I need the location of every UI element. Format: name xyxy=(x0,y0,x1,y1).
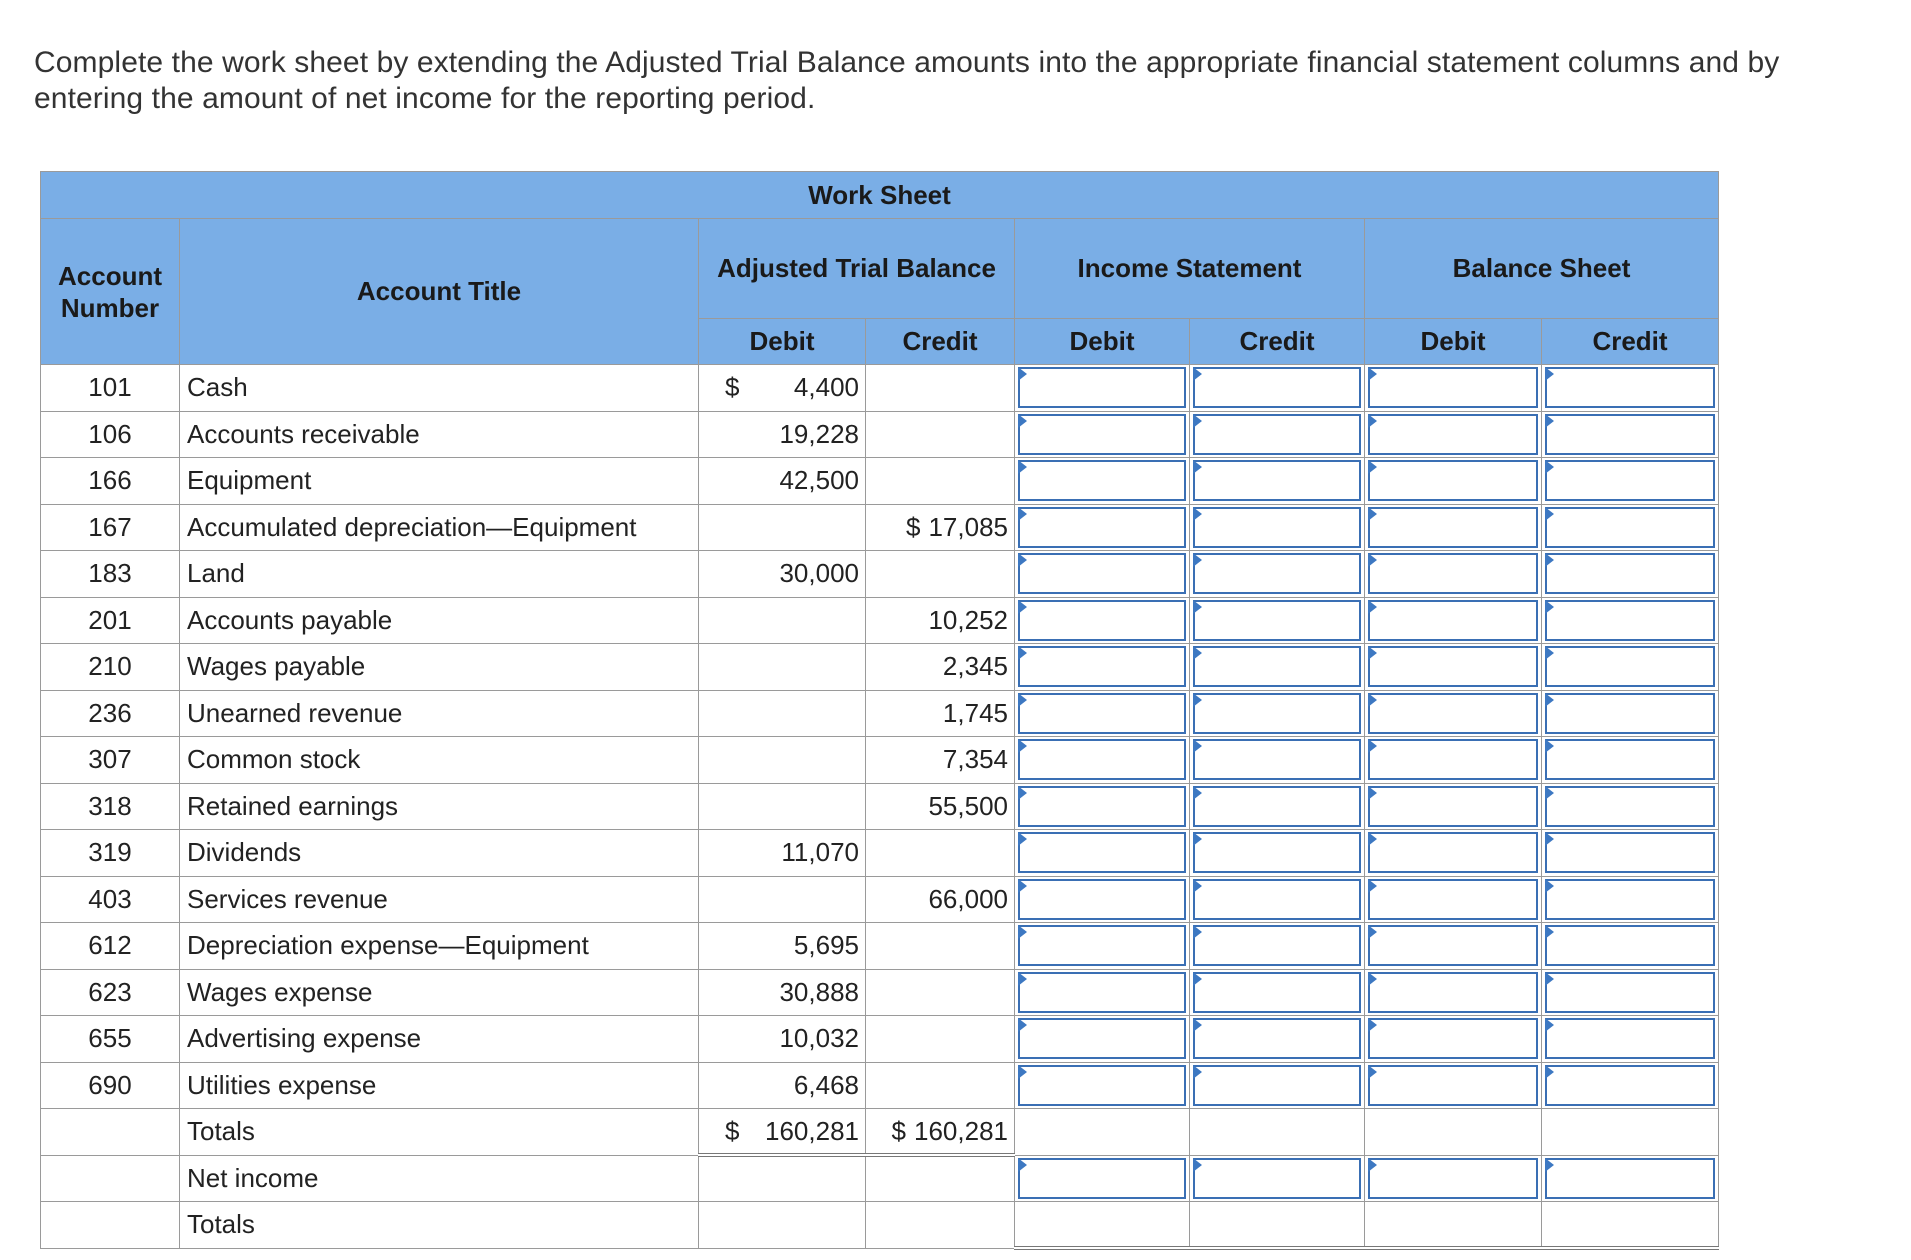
worksheet-title: Work Sheet xyxy=(41,172,1719,219)
account-title: Depreciation expense—Equipment xyxy=(180,923,699,970)
atb-credit-cell xyxy=(866,969,1015,1016)
income-statement-header: Income Statement xyxy=(1015,219,1365,319)
is-debit-input[interactable] xyxy=(1018,972,1186,1013)
account-number: 183 xyxy=(41,551,180,598)
bs-credit-input[interactable] xyxy=(1545,972,1715,1013)
atb-credit-cell xyxy=(866,830,1015,877)
bs-credit-input[interactable] xyxy=(1545,925,1715,966)
atb-credit-header: Credit xyxy=(866,319,1015,365)
dollar-sign: $ xyxy=(891,1115,907,1146)
bs-debit-input[interactable] xyxy=(1368,507,1538,548)
account-row xyxy=(41,458,1719,505)
bs-debit-cell xyxy=(1365,1155,1542,1202)
bs-debit-cell xyxy=(1365,969,1542,1016)
account-number: 612 xyxy=(41,923,180,970)
bs-debit-input[interactable] xyxy=(1368,925,1538,966)
is-credit-header: Credit xyxy=(1190,319,1365,365)
atb-credit-value: 1,745 xyxy=(942,697,1008,728)
atb-credit-cell xyxy=(866,737,1015,784)
is-debit-cell xyxy=(1015,597,1190,644)
bs-debit-input[interactable] xyxy=(1368,460,1538,501)
is-debit-input[interactable] xyxy=(1018,1065,1186,1106)
atb-debit-value: 4,400 xyxy=(793,372,859,403)
atb-debit-value: 6,468 xyxy=(793,1069,859,1100)
dollar-sign: $ xyxy=(725,372,740,403)
account-row xyxy=(41,597,1719,644)
bs-debit-cell xyxy=(1365,365,1542,412)
bs-debit-input[interactable] xyxy=(1368,646,1538,687)
account-number: 307 xyxy=(41,737,180,784)
account-title: Equipment xyxy=(180,458,699,505)
bs-debit-total xyxy=(1365,1109,1542,1156)
bs-debit-cell xyxy=(1365,644,1542,691)
is-debit-input[interactable] xyxy=(1018,739,1186,780)
is-credit-cell xyxy=(1190,644,1365,691)
bs-credit-cell xyxy=(1542,551,1719,598)
bs-credit-cell xyxy=(1542,783,1719,830)
bs-credit-cell xyxy=(1542,644,1719,691)
bs-debit-input[interactable] xyxy=(1368,693,1538,734)
net-income-is-debit-input[interactable] xyxy=(1018,1158,1186,1199)
is-debit-cell xyxy=(1015,1062,1190,1109)
atb-debit-value: 30,888 xyxy=(779,976,859,1007)
atb-debit-cell xyxy=(699,597,866,644)
atb-debit-cell xyxy=(699,411,866,458)
is-credit-cell xyxy=(1190,923,1365,970)
account-row xyxy=(41,504,1719,551)
is-credit-cell xyxy=(1190,783,1365,830)
atb-credit-cell xyxy=(866,690,1015,737)
bs-credit-cell xyxy=(1542,1155,1719,1202)
account-row xyxy=(41,783,1719,830)
bs-credit-input[interactable] xyxy=(1545,414,1715,455)
is-debit-input[interactable] xyxy=(1018,925,1186,966)
is-debit-input[interactable] xyxy=(1018,553,1186,594)
totals-label: Totals xyxy=(180,1109,699,1156)
bs-debit-cell xyxy=(1365,1062,1542,1109)
bs-debit-input[interactable] xyxy=(1368,832,1538,873)
account-number: 201 xyxy=(41,597,180,644)
is-debit-cell xyxy=(1015,644,1190,691)
atb-credit-total xyxy=(866,1109,1015,1156)
bs-credit-input[interactable] xyxy=(1545,1065,1715,1106)
is-credit-input[interactable] xyxy=(1193,832,1361,873)
bs-debit-final-total xyxy=(1365,1202,1542,1249)
atb-debit-cell xyxy=(699,690,866,737)
atb-debit-cell xyxy=(699,1062,866,1109)
is-credit-cell xyxy=(1190,737,1365,784)
atb-debit-cell xyxy=(699,458,866,505)
account-row xyxy=(41,1016,1719,1063)
is-debit-cell xyxy=(1015,504,1190,551)
net-income-is-credit-input[interactable] xyxy=(1193,1158,1361,1199)
is-credit-cell xyxy=(1190,1155,1365,1202)
account-number: 101 xyxy=(41,365,180,412)
is-debit-cell xyxy=(1015,458,1190,505)
account-title: Dividends xyxy=(180,830,699,877)
is-debit-input[interactable] xyxy=(1018,1018,1186,1059)
is-credit-input[interactable] xyxy=(1193,553,1361,594)
is-credit-input[interactable] xyxy=(1193,879,1361,920)
account-number: 318 xyxy=(41,783,180,830)
account-title: Services revenue xyxy=(180,876,699,923)
atb-debit-value: 30,000 xyxy=(779,558,859,589)
atb-credit-value: 2,345 xyxy=(942,651,1008,682)
is-debit-input[interactable] xyxy=(1018,600,1186,641)
atb-credit-value: 10,252 xyxy=(928,604,1008,635)
atb-debit-value: 5,695 xyxy=(793,930,859,961)
is-debit-cell xyxy=(1015,737,1190,784)
account-number: 236 xyxy=(41,690,180,737)
account-number-cell xyxy=(41,1155,180,1202)
account-row xyxy=(41,690,1719,737)
account-number-cell xyxy=(41,1202,180,1249)
bs-credit-input[interactable] xyxy=(1545,646,1715,687)
is-debit-input[interactable] xyxy=(1018,646,1186,687)
atb-credit-cell xyxy=(866,365,1015,412)
atb-debit-cell xyxy=(699,737,866,784)
bs-credit-input[interactable] xyxy=(1545,1018,1715,1059)
account-number: 166 xyxy=(41,458,180,505)
account-row xyxy=(41,411,1719,458)
atb-credit-cell xyxy=(866,458,1015,505)
is-debit-cell xyxy=(1015,1155,1190,1202)
is-credit-cell xyxy=(1190,597,1365,644)
account-number: 690 xyxy=(41,1062,180,1109)
is-debit-cell xyxy=(1015,551,1190,598)
bs-debit-cell xyxy=(1365,1016,1542,1063)
account-number: 210 xyxy=(41,644,180,691)
bs-debit-cell xyxy=(1365,876,1542,923)
account-number: 403 xyxy=(41,876,180,923)
atb-debit-total-value: 160,281 xyxy=(765,1115,859,1146)
bs-debit-cell xyxy=(1365,783,1542,830)
final-totals-label: Totals xyxy=(180,1202,699,1249)
atb-credit-cell xyxy=(866,597,1015,644)
bs-debit-cell xyxy=(1365,737,1542,784)
bs-credit-cell xyxy=(1542,411,1719,458)
is-credit-cell xyxy=(1190,551,1365,598)
account-number-cell xyxy=(41,1109,180,1156)
is-debit-header: Debit xyxy=(1015,319,1190,365)
bs-credit-input[interactable] xyxy=(1545,367,1715,408)
atb-credit-cell xyxy=(866,1155,1015,1202)
account-title-header: Account Title xyxy=(180,219,699,365)
account-number: 623 xyxy=(41,969,180,1016)
is-credit-cell xyxy=(1190,1062,1365,1109)
atb-debit-cell xyxy=(699,551,866,598)
account-title: Land xyxy=(180,551,699,598)
bs-credit-cell xyxy=(1542,690,1719,737)
atb-credit-cell xyxy=(866,1016,1015,1063)
bs-debit-input[interactable] xyxy=(1368,414,1538,455)
bs-debit-cell xyxy=(1365,597,1542,644)
bs-credit-cell xyxy=(1542,876,1719,923)
is-debit-cell xyxy=(1015,876,1190,923)
is-debit-input[interactable] xyxy=(1018,879,1186,920)
work-sheet-table xyxy=(40,171,1719,1250)
is-debit-cell xyxy=(1015,923,1190,970)
is-credit-input[interactable] xyxy=(1193,1018,1361,1059)
is-debit-total xyxy=(1015,1109,1190,1156)
bs-credit-cell xyxy=(1542,969,1719,1016)
atb-debit-value: 19,228 xyxy=(779,418,859,449)
dollar-sign: $ xyxy=(906,511,921,542)
account-title: Accumulated depreciation—Equipment xyxy=(180,504,699,551)
bs-debit-input[interactable] xyxy=(1368,786,1538,827)
is-credit-cell xyxy=(1190,1016,1365,1063)
account-number: 319 xyxy=(41,830,180,877)
account-title: Advertising expense xyxy=(180,1016,699,1063)
is-credit-cell xyxy=(1190,969,1365,1016)
bs-debit-cell xyxy=(1365,411,1542,458)
account-title: Accounts receivable xyxy=(180,411,699,458)
balance-sheet-header: Balance Sheet xyxy=(1365,219,1719,319)
atb-credit-value: 7,354 xyxy=(942,744,1008,775)
bs-debit-cell xyxy=(1365,458,1542,505)
atb-credit-cell xyxy=(866,504,1015,551)
bs-debit-cell xyxy=(1365,551,1542,598)
is-debit-cell xyxy=(1015,969,1190,1016)
is-credit-cell xyxy=(1190,411,1365,458)
account-title: Cash xyxy=(180,365,699,412)
is-credit-input[interactable] xyxy=(1193,972,1361,1013)
bs-credit-cell xyxy=(1542,458,1719,505)
is-credit-cell xyxy=(1190,690,1365,737)
dollar-sign: $ xyxy=(725,1115,740,1146)
bs-credit-input[interactable] xyxy=(1545,739,1715,780)
atb-debit-cell xyxy=(699,876,866,923)
bs-debit-input[interactable] xyxy=(1368,553,1538,594)
bs-credit-cell xyxy=(1542,1016,1719,1063)
atb-credit-cell xyxy=(866,551,1015,598)
atb-debit-value: 11,070 xyxy=(781,837,859,868)
bs-credit-cell xyxy=(1542,504,1719,551)
is-credit-cell xyxy=(1190,876,1365,923)
bs-debit-cell xyxy=(1365,923,1542,970)
account-number: 106 xyxy=(41,411,180,458)
is-debit-cell xyxy=(1015,830,1190,877)
atb-debit-total xyxy=(699,1109,866,1156)
atb-credit-value: 17,085 xyxy=(928,511,1008,542)
bs-credit-final-total xyxy=(1542,1202,1719,1249)
account-number-header: Account Number xyxy=(41,219,180,365)
atb-debit-cell xyxy=(699,923,866,970)
bs-credit-input[interactable] xyxy=(1545,879,1715,920)
atb-debit-cell xyxy=(699,1202,866,1249)
is-debit-cell xyxy=(1015,1016,1190,1063)
bs-credit-cell xyxy=(1542,923,1719,970)
account-title: Unearned revenue xyxy=(180,690,699,737)
bs-credit-input[interactable] xyxy=(1545,553,1715,594)
bs-debit-input[interactable] xyxy=(1368,1018,1538,1059)
atb-credit-cell xyxy=(866,783,1015,830)
bs-credit-input[interactable] xyxy=(1545,600,1715,641)
is-credit-cell xyxy=(1190,830,1365,877)
final-totals-row xyxy=(41,1202,1719,1249)
atb-credit-cell xyxy=(866,1062,1015,1109)
atb-credit-value: 55,500 xyxy=(928,790,1008,821)
bs-credit-cell xyxy=(1542,365,1719,412)
is-credit-total xyxy=(1190,1109,1365,1156)
bs-debit-cell xyxy=(1365,830,1542,877)
bs-debit-cell xyxy=(1365,504,1542,551)
bs-credit-cell xyxy=(1542,1062,1719,1109)
is-debit-input[interactable] xyxy=(1018,367,1186,408)
atb-debit-cell xyxy=(699,1155,866,1202)
account-number: 655 xyxy=(41,1016,180,1063)
bs-credit-input[interactable] xyxy=(1545,786,1715,827)
is-credit-final-total xyxy=(1190,1202,1365,1249)
account-row xyxy=(41,365,1719,412)
is-debit-cell xyxy=(1015,783,1190,830)
is-credit-input[interactable] xyxy=(1193,507,1361,548)
atb-debit-cell xyxy=(699,969,866,1016)
bs-credit-cell xyxy=(1542,597,1719,644)
is-credit-input[interactable] xyxy=(1193,1065,1361,1106)
is-credit-input[interactable] xyxy=(1193,414,1361,455)
atb-debit-value: 42,500 xyxy=(779,465,859,496)
account-title: Wages payable xyxy=(180,644,699,691)
instructions-text: Complete the work sheet by extending the Adjusted Trial Balance amounts into the appropriate financial statement columns and by entering the amount of net income for the reporting period. xyxy=(34,46,1780,115)
atb-debit-header: Debit xyxy=(699,319,866,365)
bs-debit-header: Debit xyxy=(1365,319,1542,365)
atb-credit-cell xyxy=(866,923,1015,970)
atb-credit-total-value: 160,281 xyxy=(914,1115,1008,1146)
is-credit-input[interactable] xyxy=(1193,786,1361,827)
is-debit-input[interactable] xyxy=(1018,832,1186,873)
bs-debit-input[interactable] xyxy=(1368,600,1538,641)
is-credit-cell xyxy=(1190,365,1365,412)
bs-credit-header: Credit xyxy=(1542,319,1719,365)
adjusted-trial-balance-header: Adjusted Trial Balance xyxy=(699,219,1015,319)
atb-debit-value: 10,032 xyxy=(779,1023,859,1054)
bs-debit-input[interactable] xyxy=(1368,739,1538,780)
bs-debit-cell xyxy=(1365,690,1542,737)
bs-credit-input[interactable] xyxy=(1545,507,1715,548)
bs-debit-input[interactable] xyxy=(1368,879,1538,920)
atb-debit-cell xyxy=(699,830,866,877)
is-debit-input[interactable] xyxy=(1018,693,1186,734)
is-debit-input[interactable] xyxy=(1018,786,1186,827)
account-title: Utilities expense xyxy=(180,1062,699,1109)
account-row xyxy=(41,644,1719,691)
net-income-label: Net income xyxy=(180,1155,699,1202)
net-income-bs-debit-input[interactable] xyxy=(1368,1158,1538,1199)
is-debit-cell xyxy=(1015,411,1190,458)
account-row xyxy=(41,969,1719,1016)
is-debit-cell xyxy=(1015,365,1190,412)
is-debit-cell xyxy=(1015,690,1190,737)
atb-debit-cell xyxy=(699,365,866,412)
bs-debit-input[interactable] xyxy=(1368,972,1538,1013)
is-credit-input[interactable] xyxy=(1193,600,1361,641)
net-income-row xyxy=(41,1155,1719,1202)
account-row xyxy=(41,1062,1719,1109)
bs-debit-input[interactable] xyxy=(1368,367,1538,408)
atb-credit-cell xyxy=(866,411,1015,458)
bs-credit-cell xyxy=(1542,830,1719,877)
totals-row xyxy=(41,1109,1719,1156)
bs-credit-cell xyxy=(1542,737,1719,784)
atb-credit-cell xyxy=(866,876,1015,923)
atb-debit-cell xyxy=(699,783,866,830)
account-title: Accounts payable xyxy=(180,597,699,644)
bs-debit-input[interactable] xyxy=(1368,1065,1538,1106)
is-debit-final-total xyxy=(1015,1202,1190,1249)
is-credit-input[interactable] xyxy=(1193,460,1361,501)
is-credit-cell xyxy=(1190,504,1365,551)
account-row xyxy=(41,876,1719,923)
account-row xyxy=(41,830,1719,877)
is-credit-input[interactable] xyxy=(1193,646,1361,687)
account-row xyxy=(41,551,1719,598)
atb-credit-cell xyxy=(866,644,1015,691)
bs-credit-total xyxy=(1542,1109,1719,1156)
is-credit-input[interactable] xyxy=(1193,693,1361,734)
atb-credit-value: 66,000 xyxy=(928,883,1008,914)
atb-debit-cell xyxy=(699,644,866,691)
account-title: Wages expense xyxy=(180,969,699,1016)
atb-debit-cell xyxy=(699,504,866,551)
account-title: Common stock xyxy=(180,737,699,784)
is-credit-cell xyxy=(1190,458,1365,505)
net-income-bs-credit-input[interactable] xyxy=(1545,1158,1715,1199)
is-debit-input[interactable] xyxy=(1018,507,1186,548)
bs-credit-input[interactable] xyxy=(1545,460,1715,501)
is-credit-input[interactable] xyxy=(1193,925,1361,966)
account-number: 167 xyxy=(41,504,180,551)
is-debit-input[interactable] xyxy=(1018,414,1186,455)
is-debit-input[interactable] xyxy=(1018,460,1186,501)
is-credit-input[interactable] xyxy=(1193,739,1361,780)
account-row xyxy=(41,737,1719,784)
bs-credit-input[interactable] xyxy=(1545,693,1715,734)
bs-credit-input[interactable] xyxy=(1545,832,1715,873)
account-row xyxy=(41,923,1719,970)
atb-credit-cell xyxy=(866,1202,1015,1249)
account-title: Retained earnings xyxy=(180,783,699,830)
is-credit-input[interactable] xyxy=(1193,367,1361,408)
atb-debit-cell xyxy=(699,1016,866,1063)
